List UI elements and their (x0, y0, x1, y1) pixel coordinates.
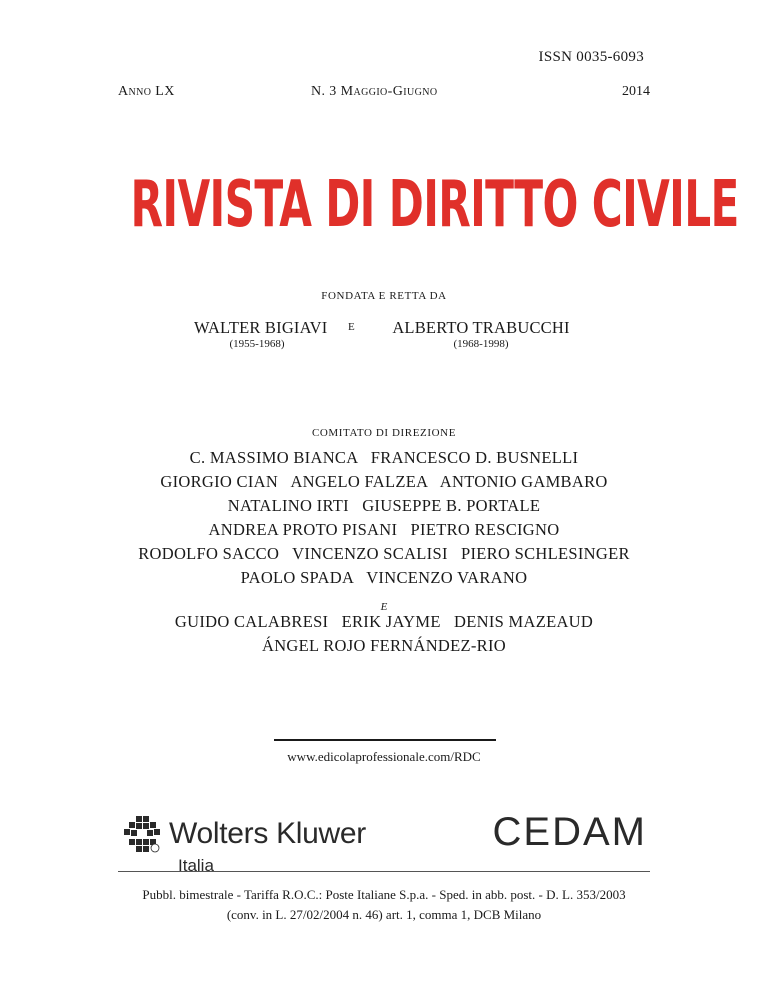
issn: ISSN 0035-6093 (538, 49, 644, 65)
website-url: www.edicolaprofessionale.com/RDC (287, 749, 481, 764)
publication-info (0, 885, 768, 925)
foreign-members (0, 610, 768, 658)
committee-line: NATALINO IRTI GIUSEPPE B. PORTALE (227, 496, 541, 515)
founder (194, 318, 328, 350)
divider (274, 739, 496, 741)
committee-separator: E (380, 601, 388, 613)
founded-label: FONDATA E RETTA DA (321, 290, 447, 302)
wolters-kluwer-logo-icon (123, 815, 161, 853)
cedam-logo: CEDAM (492, 810, 647, 854)
founder (386, 318, 576, 350)
anno: Anno LX (118, 84, 175, 99)
publication-line: (conv. in L. 27/02/2004 n. 46) art. 1, comma 1, DCB Milano (226, 907, 542, 922)
committee-line: RODOLFO SACCO VINCENZO SCALISI PIERO SCHLESINGER (138, 544, 630, 563)
year: 2014 (622, 84, 650, 99)
publication-line: Pubbl. bimestrale - Tariffa R.O.C.: Poste Italiane S.p.a. - Sped. in abb. post. - D. L. 353/2003 (142, 887, 626, 902)
issue-number: N. 3 Maggio-Giugno (311, 84, 438, 99)
committee-label: COMITATO DI DIREZIONE (311, 427, 457, 439)
wolters-kluwer-name: Wolters Kluwer (169, 817, 366, 850)
founder-name: ALBERTO TRABUCCHI (392, 318, 570, 337)
footer-divider (118, 871, 650, 872)
foreign-line: ÁNGEL ROJO FERNÁNDEZ-RIO (262, 636, 506, 655)
foreign-line: GUIDO CALABRESI ERIK JAYME DENIS MAZEAUD (174, 612, 594, 631)
committee-line: GIORGIO CIAN ANGELO FALZEA ANTONIO GAMBARO (160, 472, 608, 491)
committee-line: ANDREA PROTO PISANI PIETRO RESCIGNO (208, 520, 560, 539)
committee-line: PAOLO SPADA VINCENZO VARANO (240, 568, 528, 587)
founders-conjunction: E (348, 321, 355, 333)
founder-years: (1968-1998) (453, 338, 509, 350)
journal-title: RIVISTA DI DIRITTO CIVILE (130, 168, 739, 242)
wolters-kluwer-subtitle: Italia (178, 856, 214, 875)
committee-list (0, 446, 768, 590)
founder-name: WALTER BIGIAVI (194, 318, 328, 337)
founder-years: (1955-1968) (229, 338, 285, 350)
committee-line: C. MASSIMO BIANCA FRANCESCO D. BUSNELLI (189, 448, 579, 467)
founders (0, 318, 768, 358)
